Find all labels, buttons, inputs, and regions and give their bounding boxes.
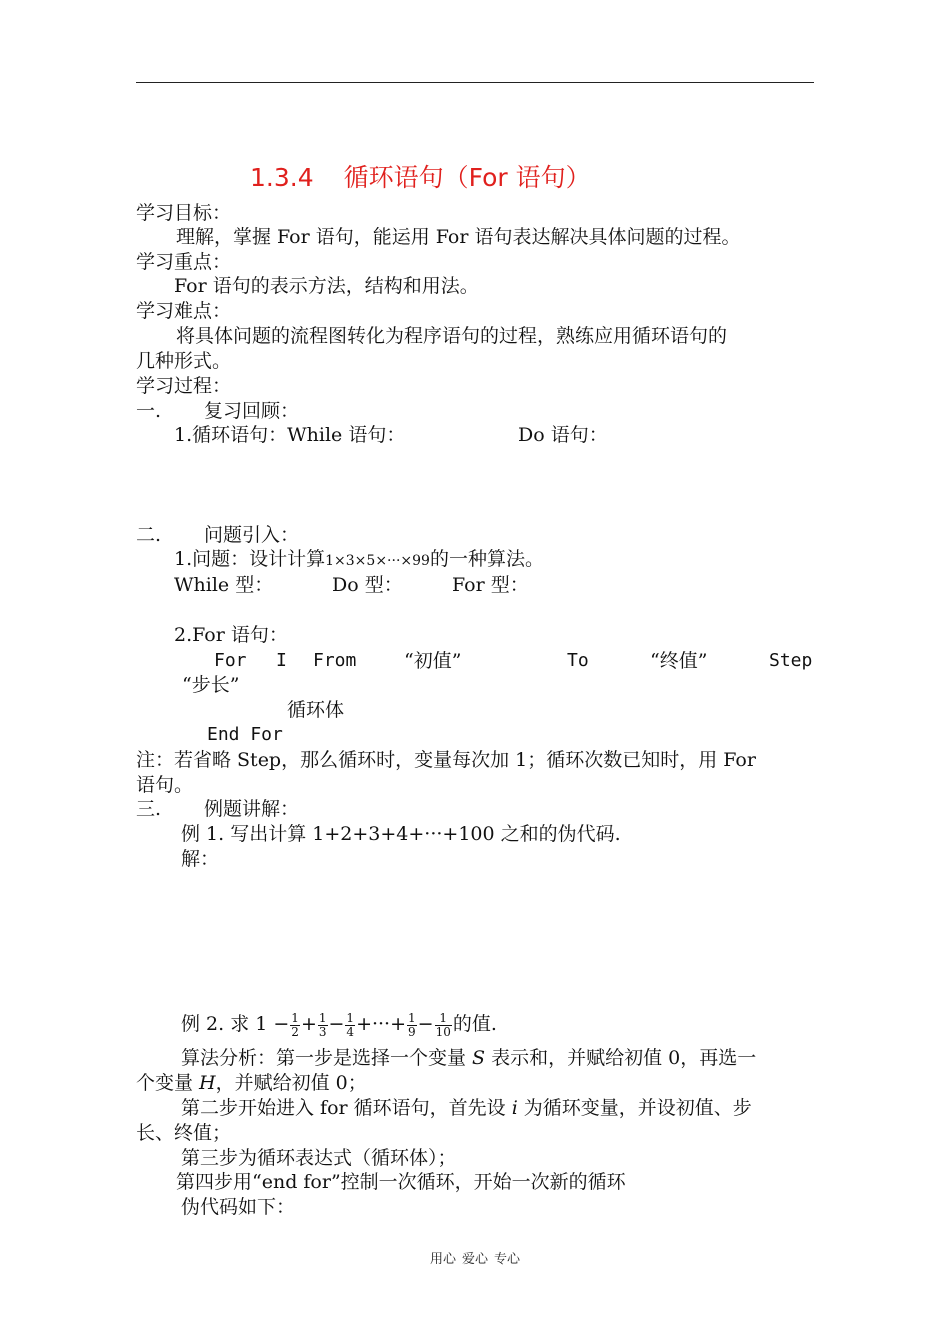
footer-word-2: 爱心: [461, 1252, 488, 1267]
fraction-denominator: 3: [318, 1024, 327, 1039]
fraction-operator: −: [328, 1013, 345, 1035]
syntax-from: From: [313, 650, 357, 671]
syntax-step: Step: [769, 650, 813, 671]
analysis-line2: [136, 1071, 367, 1095]
step2-b: 为循环变量，并设初值、步: [517, 1097, 752, 1119]
analysis-line2-a: 个变量: [136, 1072, 200, 1094]
fraction: [318, 1012, 328, 1039]
step2-line1: [181, 1096, 752, 1120]
section2-heading: 问题引入：: [204, 524, 300, 546]
note-line2: 语句。: [136, 774, 194, 796]
for-type-label: For 型：: [452, 574, 529, 596]
analysis-line1-a: 算法分析：第一步是选择一个变量: [181, 1047, 473, 1069]
note-line1: 注：若省略 Step，那么循环时，变量每次加 1；循环次数已知时，用 For: [136, 749, 756, 771]
process-heading: 学习过程：: [136, 375, 232, 397]
fraction-numerator: 1: [318, 1010, 327, 1025]
syntax-end-for: End For: [207, 724, 283, 745]
example2-line: [181, 1005, 497, 1043]
example2-prefix: 例 2. 求 1 −: [181, 1013, 290, 1035]
step2-a: 第二步开始进入 for 循环语句，首先设: [181, 1097, 512, 1119]
section2-number: 二.: [136, 524, 162, 546]
example1-text: 例 1. 写出计算 1+2+3+4+···+100 之和的伪代码.: [181, 823, 621, 845]
focus-heading: 学习重点：: [136, 251, 232, 273]
fraction-denominator: 10: [435, 1024, 451, 1039]
title-number: 1.3.4: [250, 163, 314, 192]
fraction: [407, 1012, 417, 1039]
problem-math: 1×3×5×···×99: [325, 553, 430, 569]
variable-i: i: [511, 1097, 518, 1119]
step4-line: 第四步用“end for”控制一次循环，开始一次新的循环: [176, 1171, 626, 1193]
goal-text: 理解，掌握 For 语句，能运用 For 语句表达解决具体问题的过程。: [176, 226, 741, 248]
analysis-line1-b: 表示和，并赋给初值 0，再选一: [485, 1047, 757, 1069]
fraction: [345, 1012, 355, 1039]
footer-word-1: 用心: [429, 1252, 456, 1267]
page-title: [250, 158, 591, 194]
problem-suffix: 的一种算法。: [429, 548, 544, 570]
pseudocode-label: 伪代码如下：: [181, 1196, 296, 1218]
syntax-loop-body: 循环体: [287, 699, 345, 721]
problem-line: [174, 547, 544, 573]
header-rule: [136, 82, 814, 83]
problem-prefix: 1.问题：设计计算: [174, 548, 326, 570]
fraction-numerator: 1: [291, 1010, 299, 1025]
step2-line2: 长、终值；: [136, 1122, 232, 1144]
fraction-numerator: 1: [346, 1010, 355, 1025]
do-type-label: Do 型：: [332, 574, 403, 596]
fraction-operator: +···+: [356, 1013, 407, 1035]
variable-s: S: [472, 1047, 486, 1069]
difficulty-line1: 将具体问题的流程图转化为程序语句的过程，熟练应用循环语句的: [176, 325, 728, 347]
solution-label: 解：: [181, 848, 220, 870]
for-statement-heading: 2.For 语句：: [174, 624, 288, 646]
fraction-operator: −: [417, 1013, 434, 1035]
difficulty-heading: 学习难点：: [136, 300, 232, 322]
analysis-line2-b: ，并赋给初值 0；: [215, 1072, 367, 1094]
analysis-line1: [181, 1046, 756, 1070]
section3-heading: 例题讲解：: [204, 798, 300, 820]
while-type-label: While 型：: [174, 574, 274, 596]
fraction: [290, 1012, 300, 1039]
syntax-var: I: [276, 650, 287, 671]
syntax-for: For: [214, 650, 247, 671]
fraction-denominator: 2: [291, 1024, 299, 1039]
example2-suffix: 的值.: [452, 1013, 497, 1035]
fraction-denominator: 4: [346, 1024, 355, 1039]
syntax-initial-value: “初值”: [404, 650, 462, 672]
fraction-operator: +: [300, 1013, 317, 1035]
page-footer: [0, 1248, 950, 1267]
section3-number: 三.: [136, 798, 162, 820]
review-item-while: 1.循环语句：While 语句：: [174, 424, 406, 446]
section1-heading: 复习回顾：: [204, 400, 300, 422]
fraction-numerator: 1: [435, 1012, 452, 1026]
focus-text: For 语句的表示方法，结构和用法。: [174, 275, 479, 297]
goal-heading: 学习目标：: [136, 202, 232, 224]
variable-h: H: [199, 1072, 216, 1094]
footer-word-3: 专心: [494, 1252, 521, 1267]
review-item-do: Do 语句：: [518, 424, 608, 446]
fraction-numerator: 1: [408, 1010, 416, 1025]
syntax-to: To: [567, 650, 589, 671]
step3-line: 第三步为循环表达式（循环体）；: [181, 1147, 457, 1169]
section1-number: 一.: [136, 400, 162, 422]
fraction-denominator: 9: [408, 1024, 416, 1039]
title-text: 循环语句（For 语句）: [343, 163, 591, 192]
fraction: [435, 1012, 452, 1039]
example2-fractions: [289, 1010, 453, 1039]
syntax-step-value: “步长”: [182, 674, 240, 696]
syntax-final-value: “终值”: [650, 650, 708, 672]
difficulty-line2: 几种形式。: [136, 350, 232, 372]
